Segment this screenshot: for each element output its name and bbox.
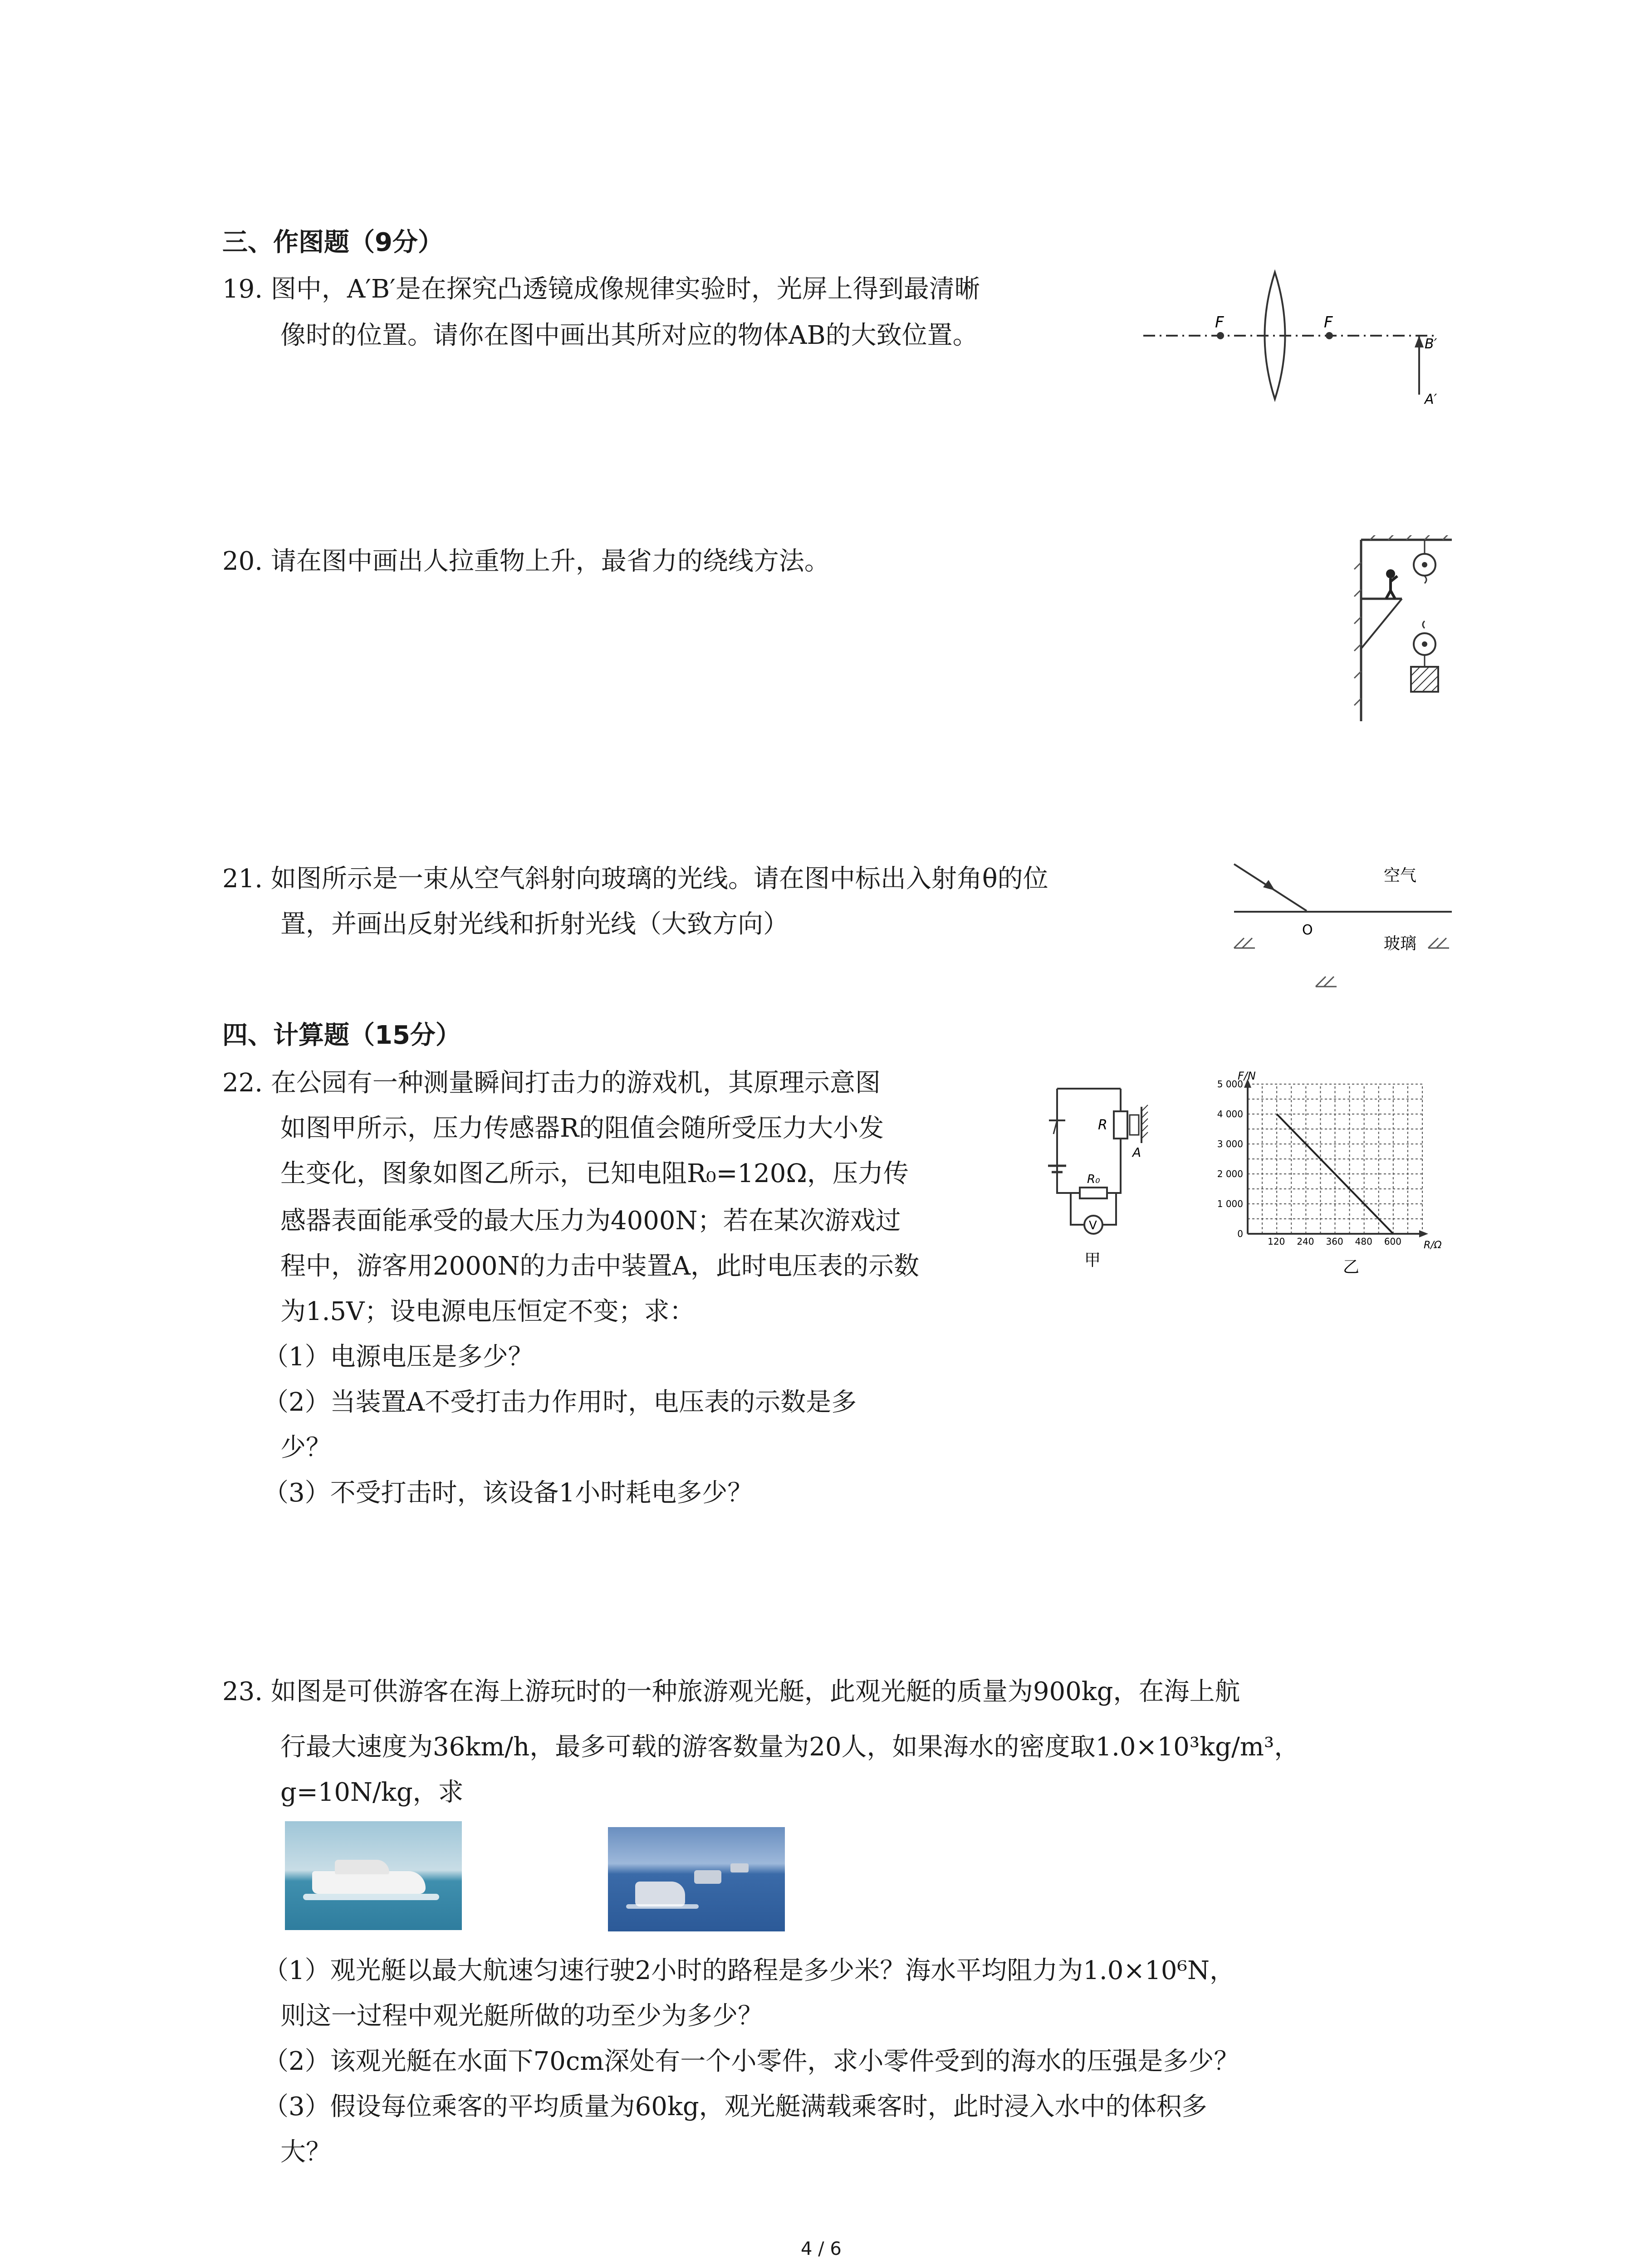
q22-sub1: （1）电源电压是多少？ xyxy=(263,1342,534,1372)
q23-sub1b: 则这一过程中观光艇所做的功至少为多少？ xyxy=(280,2001,763,2031)
q22-chart xyxy=(1207,1066,1461,1293)
focal-label-right: F xyxy=(1324,313,1333,332)
y-tick-label: 2 000 xyxy=(1217,1168,1243,1179)
q22-sub2a: （2）当装置A不受打击力作用时，电压表的示数是多 xyxy=(263,1388,857,1417)
sensor-r xyxy=(1114,1111,1127,1139)
origin-label: O xyxy=(1302,922,1313,938)
device-a xyxy=(1130,1115,1139,1135)
y-tick-label: 1 000 xyxy=(1217,1198,1243,1209)
q21-line1: 21. 如图所示是一束从空气斜射向玻璃的光线。请在图中标出入射角θ的位 xyxy=(222,864,1048,894)
section-heading-4: 四、计算题（15分） xyxy=(222,1021,461,1050)
q22-line-4: 感器表面能承受的最大压力为4000N；若在某次游戏过 xyxy=(280,1206,901,1236)
q23-line1: 23. 如图是可供游客在海上游玩时的一种旅游观光艇，此观光艇的质量为900kg，在海上航 xyxy=(222,1677,1240,1706)
q23-sub1a: （1）观光艇以最大航速匀速行驶2小时的路程是多少米？海水平均阻力为1.0×10⁶N， xyxy=(263,1956,1235,1985)
x-axis-label: R/Ω xyxy=(1424,1240,1442,1251)
q19-line1: 19. 图中，A′B′是在探究凸透镜成像规律实验时，光屏上得到最清晰 xyxy=(222,274,980,304)
ships-photo xyxy=(608,1827,785,1931)
q23-line2: 行最大速度为36km/h，最多可载的游客数量为20人，如果海水的密度取1.0×10³kg/m³， xyxy=(280,1732,1300,1762)
q22-sub2b: 少？ xyxy=(280,1433,331,1462)
circuit-caption: 甲 xyxy=(1084,1251,1101,1270)
y-tick-label: 5 000 xyxy=(1217,1079,1243,1090)
q22-line-6: 为1.5V；设电源电压恒定不变；求： xyxy=(280,1297,695,1326)
q20-pulley-figure xyxy=(1352,535,1461,726)
r-label: R xyxy=(1098,1117,1107,1133)
section-heading-3: 三、作图题（9分） xyxy=(222,228,443,257)
x-tick-label: 240 xyxy=(1297,1236,1314,1247)
x-tick-label: 480 xyxy=(1355,1236,1372,1247)
q20-line1: 20. 请在图中画出人拉重物上升，最省力的绕线方法。 xyxy=(222,547,830,576)
y-tick-label: 3 000 xyxy=(1217,1139,1243,1149)
person-icon xyxy=(1386,569,1397,599)
tour-boat-photo xyxy=(285,1821,462,1930)
q19-lens-figure xyxy=(1143,268,1470,413)
a-prime-label: A′ xyxy=(1425,391,1437,407)
y-tick-label: 0 xyxy=(1237,1228,1243,1239)
x-tick-label: 360 xyxy=(1326,1236,1343,1247)
q19-line2: 像时的位置。请你在图中画出其所对应的物体AB的大致位置。 xyxy=(280,321,978,350)
r0-label: R₀ xyxy=(1087,1173,1100,1186)
glass-label: 玻璃 xyxy=(1384,934,1417,953)
x-tick-label: 600 xyxy=(1384,1236,1402,1247)
q22-line-3: 生变化，图象如图乙所示，已知电阻R₀=120Ω，压力传 xyxy=(280,1159,909,1188)
y-axis-label: F/N xyxy=(1238,1070,1256,1082)
x-tick-label: 120 xyxy=(1268,1236,1285,1247)
q23-sub2: （2）该观光艇在水面下70cm深处有一个小零件，求小零件受到的海水的压强是多少？ xyxy=(263,2047,1239,2076)
page-number: 4 / 6 xyxy=(801,2239,842,2259)
y-tick-label: 4 000 xyxy=(1217,1109,1243,1119)
q22-line-2: 如图甲所示，压力传感器R的阻值会随所受压力大小发 xyxy=(280,1114,884,1143)
q22-line-1: 22. 在公园有一种测量瞬间打击力的游戏机，其原理示意图 xyxy=(222,1068,881,1098)
q21-refraction-figure xyxy=(1225,853,1461,998)
chart-caption: 乙 xyxy=(1343,1258,1360,1276)
b-prime-label: B′ xyxy=(1425,336,1437,352)
q22-circuit-diagram xyxy=(1043,1070,1180,1288)
resistor-r0 xyxy=(1080,1188,1107,1198)
q22-line-5: 程中，游客用2000N的力击中装置A，此时电压表的示数 xyxy=(280,1251,919,1281)
focal-label-left: F xyxy=(1215,313,1224,332)
air-label: 空气 xyxy=(1384,866,1417,885)
a-label: A xyxy=(1132,1145,1141,1160)
q22-sub3: （3）不受打击时，该设备1小时耗电多少？ xyxy=(263,1478,753,1508)
q23-sub3a: （3）假设每位乘客的平均质量为60kg，观光艇满载乘客时，此时浸入水中的体积多 xyxy=(263,2092,1207,2121)
q23-sub3b: 大？ xyxy=(280,2137,331,2167)
q23-line3: g=10N/kg，求 xyxy=(280,1778,464,1807)
q21-line2: 置，并画出反射光线和折射光线（大致方向） xyxy=(280,909,789,939)
v-label: V xyxy=(1089,1219,1097,1232)
